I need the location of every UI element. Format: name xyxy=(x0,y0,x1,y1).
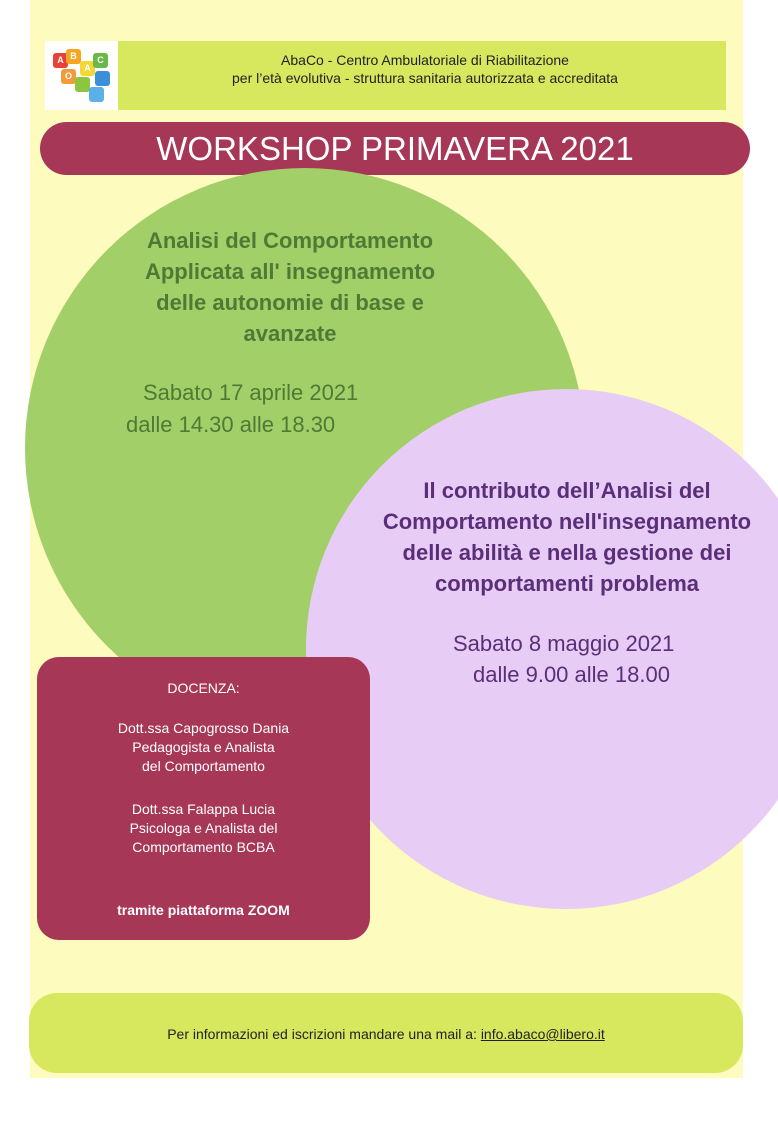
workshop-2-title xyxy=(352,475,778,599)
workshop-2-date: Sabato 8 maggio 2021 xyxy=(453,631,675,656)
workshop-2-title-line: delle abilità e nella gestione dei xyxy=(402,540,732,565)
workshop-2-time: dalle 9.00 alle 18.00 xyxy=(473,662,670,687)
footer-info: Per informazioni ed iscrizioni mandare una mail a: xyxy=(167,1026,481,1042)
puzzle-piece-icon: B xyxy=(66,49,81,64)
workshop-1-date: Sabato 17 aprile 2021 xyxy=(143,380,359,405)
footer-text xyxy=(29,1024,743,1044)
puzzle-piece-icon: A xyxy=(80,61,95,76)
teacher-1-name: Dott.ssa Capogrosso Dania xyxy=(117,720,290,736)
workshop-1-time: dalle 14.30 alle 18.30 xyxy=(126,412,336,437)
workshop-1-title-line: Analisi del Comportamento xyxy=(146,228,434,253)
teacher-2-role: Psicologa e Analista del xyxy=(129,820,278,836)
puzzle-piece-icon xyxy=(75,77,90,92)
puzzle-piece-icon xyxy=(95,71,110,86)
workshop-1-title-line: avanzate xyxy=(243,321,337,346)
page-title: WORKSHOP PRIMAVERA 2021 xyxy=(40,122,750,175)
platform-name: ZOOM xyxy=(247,902,290,918)
docenza-box xyxy=(37,657,370,940)
workshop-2-title-line: Comportamento nell'insegnamento xyxy=(382,509,752,534)
email-link[interactable]: info.abaco@libero.it xyxy=(480,1026,605,1042)
workshop-2-title-line: comportamenti problema xyxy=(434,571,700,596)
abaco-logo xyxy=(45,41,118,110)
teacher-2-role: Comportamento BCBA xyxy=(132,839,275,855)
puzzle-piece-icon xyxy=(89,87,104,102)
header-text xyxy=(130,51,720,87)
teacher-1-role: Pedagogista e Analista xyxy=(132,739,275,755)
workshop-2-title-line: Il contributo dell’Analisi del xyxy=(423,478,711,503)
workshop-1-title-line: delle autonomie di base e xyxy=(156,290,424,315)
workshop-1-title xyxy=(100,225,480,349)
header-line-1: AbaCo - Centro Ambulatoriale di Riabilitazione xyxy=(281,52,569,68)
teacher-1-role: del Comportamento xyxy=(142,758,265,774)
workshop-1-title-line: Applicata all' insegnamento xyxy=(144,259,436,284)
platform-note xyxy=(37,901,370,920)
puzzle-piece-icon: A xyxy=(53,53,68,68)
header-line-2: per l’età evolutiva - struttura sanitaria autorizzata e accreditata xyxy=(232,70,618,86)
puzzle-piece-icon: C xyxy=(93,53,108,68)
docenza-heading: DOCENZA: xyxy=(167,680,240,696)
teacher-2-name: Dott.ssa Falappa Lucia xyxy=(131,801,276,817)
platform-prefix: tramite piattaforma xyxy=(117,902,248,918)
puzzle-piece-icon: O xyxy=(61,69,76,84)
